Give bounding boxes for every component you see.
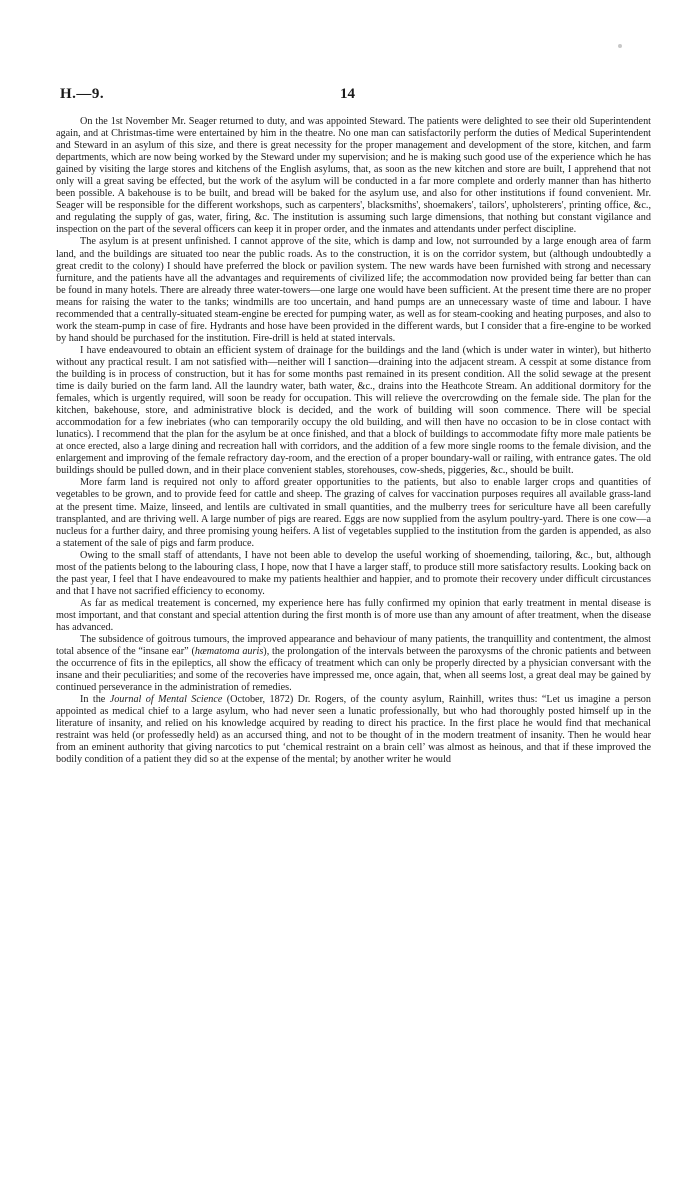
paragraph-text: (October, 1872) Dr. Rogers, of the county asylum, Rainhill, writes thus: “Let us imagine a person appointed as medical chief to a large asylum, who had never seen a lunatic professionally, but who had thoroughly posted himself up in the literature of insanity, and relied on his knowledge acquired by reading to direct his practice. In the first place he would find that mechanical restraint was held (or professedly held) as an accursed thing, and not to be thought of in the modern treatment of insanity. Then he would hear from an eminent authority that giving narcotics to put ‘chemical restraint on a brain cell’ was almost as heinous, and that if these improved the bodily condition of a patient they did so at the expense of the mental; by another writer he would — [56, 694, 651, 766]
body-paragraph — [56, 345, 651, 478]
body-paragraph — [56, 694, 651, 766]
paragraph-text: More farm land is required not only to afford greater opportunities to the patients, but also to enable larger crops and quantities of vegetables to be grown, and to provide feed for cattle and sheep. The grazing of calves for vaccination purposes requires all available grass-land at the present time. Maize, linseed, and lentils are cultivated in small quantities, and the mulberry trees for sericulture have all been carefully transplanted, and are thriving well. A large number of pigs are reared. Eggs are now supplied from the asylum poultry-yard. There is one cow—a nucleus for a further dairy, and three promising young heifers. A list of vegetables supplied to the institution from the garden is appended, as also a statement of the sale of pigs and farm produce. — [56, 477, 651, 549]
paragraph-text: The asylum is at present unfinished. I cannot approve of the site, which is damp and low, not surrounded by a large enough area of farm land, and the buildings are situated too near the public roads. As to the construction, it is on the corridor system, but (although undoubtedly a great credit to the colony) I should have preferred the block or pavilion system. The new wards have been furnished with strong and necessary furniture, and the patients have all the advantages and requirements of civilized life; the accommodation now provided being far better than can be found in many hotels. There are already three water-towers—one large one would have been sufficient. At the present time there are no proper means for raising the water to the tanks; windmills are too uncertain, and hand pumps are an unnecessary waste of time and labour. I have recommended that a centrally-situated steam-engine be erected for pumping water, as well as for steam-cooking and heating purposes, and also to work the steam-pump in case of fire. Hydrants and hose have been provided in the different wards, but I consider that a fire-engine to be worked by hand should be purchased for the institution. Fire-drill is held at stated intervals. — [56, 236, 651, 344]
italic-text: Journal of Mental Science — [109, 694, 223, 706]
italic-text: hæmatoma auris — [194, 646, 264, 658]
body-paragraph — [56, 634, 651, 694]
body-paragraph — [56, 116, 651, 236]
body-paragraph — [56, 236, 651, 344]
page-number: 14 — [340, 86, 355, 102]
body-paragraph — [56, 598, 651, 634]
body-paragraph — [56, 477, 651, 549]
paragraph-text: On the 1st November Mr. Seager returned to duty, and was appointed Steward. The patients were delighted to see their old Superintendent again, and at Christmas-time were entertained by him in the theatre. No one man can satisfactorily perform the duties of Medical Superintendent and Steward in an asylum of this size, and there is great necessity for the proper management and development of the store, kitchen, and farm departments, which are now being worked by the Steward under my supervision; and he is making such good use of the experience which he has gained by visiting the large stores and kitchens of the English asylums, that, as soon as the new kitchen and store are built, I apprehend that not only will a great saving be effected, but the work of the asylum will be conducted in a far more complete and orderly manner than has hitherto been possible. A bakehouse is to be built, and bread will be baked for the asylum use, and also for other institutions if found convenient. Mr. Seager will be responsible for the different workshops, such as carpenters', blacksmiths', shoemakers', tailors', upholsterers', printing office, &c., and regulating the supply of gas, water, firing, &c. The institution is assuming such large dimensions, that nothing but constant vigilance and inspection on the part of the several officers can keep it in proper order, and the inmates and attendants under perfect discipline. — [56, 116, 651, 236]
paragraph-text: In the — [80, 694, 110, 706]
page-header — [60, 86, 650, 110]
report-body — [56, 116, 651, 767]
paragraph-text: Owing to the small staff of attendants, I have not been able to develop the useful working of shoemending, tailoring, &c., but, although most of the patients belong to the labouring class, I hope, now that I have a larger staff, to produce still more satisfactory results. Looking back on the past year, I feel that I have endeavoured to make my patients healthier and happier, and to promote their recovery under difficult circustances and that I have not sacrified efficiency to economy. — [56, 549, 651, 597]
document-reference: H.—9. — [60, 86, 105, 102]
paragraph-text: As far as medical treatement is concerned, my experience here has fully confirmed my opinion that early treatment in mental disease is most important, and that constant and special attention during the first month is of more use than any amount of after treatment, when the disease has advanced. — [56, 597, 651, 633]
paragraph-text: I have endeavoured to obtain an efficient system of drainage for the buildings and the land (which is under water in winter), but hitherto without any practical result. I am not satisfied with—neither will I sanction—draining into the adjacent stream. A cesspit at some distance from the building is in process of construction, but it has for some months past remained in its present condition. All the solid sewage at the present time is daily buried on the farm land. All the laundry water, bath water, &c., drains into the Heathcote Stream. An additional dormitory for the females, which is urgently required, will soon be ready for occupation. This will relieve the overcrowding on the female side. The plan for the kitchen, bakehouse, store, and administrative block is decided, and the work of building will soon commence. There will be special accommodation for a few inebriates (who can temporarily occupy the old building, and will then have no occasion to be in close contact with lunatics). I recommend that the plan for the asylum be at once finished, and that a block of buildings to accommodate fifty more male patients be at once erected, also a large dining and recreation hall with corridors, and the addition of a few more single rooms to the female division, and the enlargement and improving of the female refractory day-room, and the erection of a proper boundary-wall or railing, with entrance gates. The old buildings should be pulled down, and in their place convenient stables, storehouses, cow-sheds, piggeries, &c., should be built. — [56, 344, 651, 477]
page-speck — [618, 44, 622, 48]
body-paragraph — [56, 550, 651, 598]
paragraph-text: ), the prolongation of the intervals between the paroxysms of the chronic patients and between the occurrence of fits in the epileptics, all show the efficacy of treatment which can only be properly directed by a physician conversant with the insane and their peculiarities; and some of the recoveries have impressed me, once again, that, when all seems lost, a great deal may be gained by continued perseverance in the administration of remedies. — [56, 646, 651, 694]
paragraph-text: The subsidence of goitrous tumours, the improved appearance and behaviour of many patients, the tranquillity and contentment, the almost total absence of the “insane ear” ( — [56, 634, 651, 658]
